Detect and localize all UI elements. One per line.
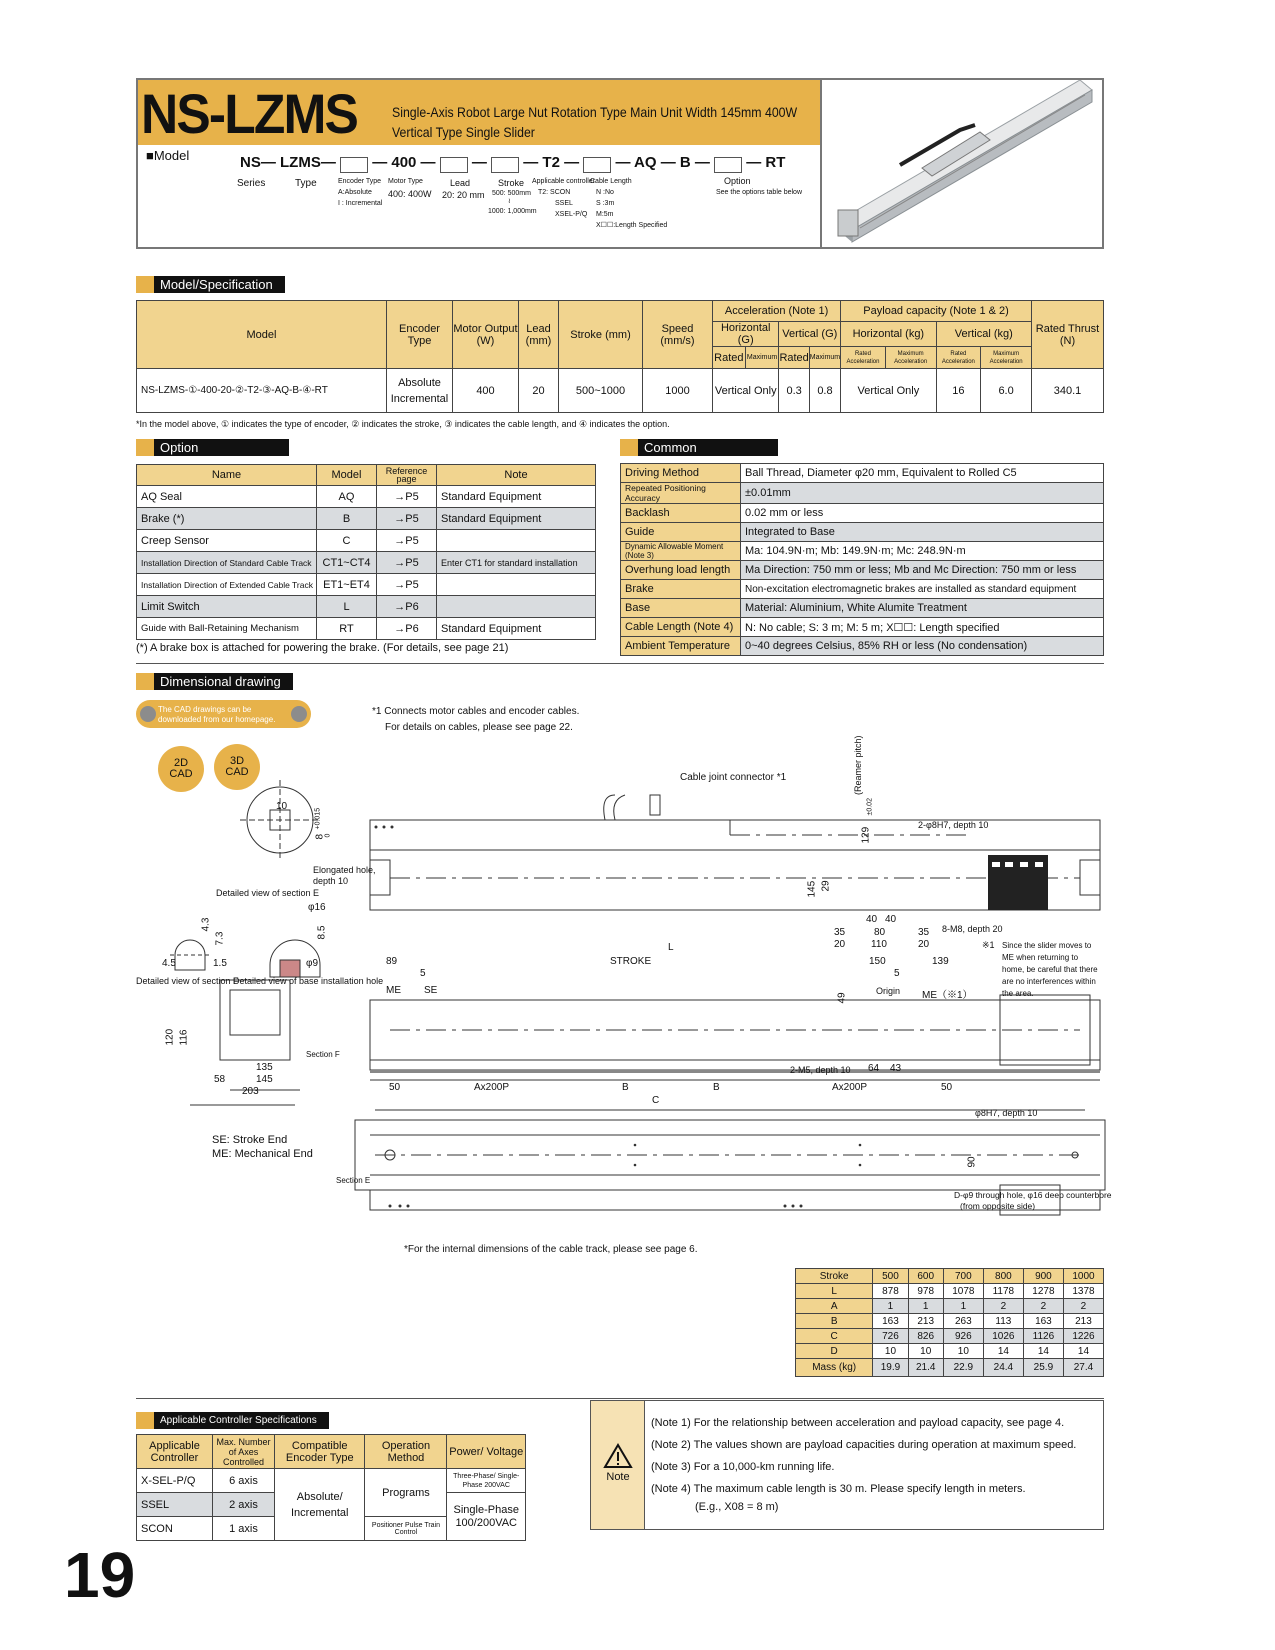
label-d-hole: D-φ9 through hole, φ16 deep counterbore [954, 1190, 1112, 1200]
stroke-cell: 10 [908, 1344, 943, 1359]
ctrl-th: Compatible Encoder Type [275, 1435, 365, 1469]
ctrl-name: X-SEL-P/Q [137, 1469, 213, 1493]
se-legend: SE: Stroke End [212, 1134, 288, 1146]
label-B1: B [622, 1082, 629, 1093]
spec-model: NS-LZMS-①-400-20-②-T2-③-AQ-B-④-RT [137, 369, 387, 413]
label-slider-note: Since the slider moves to ME when returning to home, be careful that there are no interferences within the area. [1002, 941, 1098, 998]
common-spec-table [620, 463, 1104, 656]
option-cell: L [317, 596, 377, 618]
section-rule [136, 663, 1104, 664]
option-cell: B [317, 508, 377, 530]
spec-stroke: 500~1000 [559, 369, 643, 413]
common-value: N: No cable; S: 3 m; M: 5 m; X☐☐: Length specified [741, 618, 1104, 637]
label-L: L [668, 942, 674, 953]
label-B2: B [713, 1082, 720, 1093]
option-th-model: Model [317, 465, 377, 486]
th-speed: Speed (mm/s) [643, 301, 713, 369]
common-label: Ambient Temperature [621, 637, 741, 656]
label-50b: 50 [941, 1082, 953, 1093]
option-cell: →P5 [377, 486, 437, 508]
legend-series: Series [237, 178, 266, 189]
spec-payload-h: Vertical Only [841, 369, 936, 413]
label-43b: 43 [890, 1063, 902, 1074]
th-rated-accel: Rated Acceleration [841, 347, 886, 369]
th-max: Maximum [809, 347, 840, 369]
spec-payload-v-max: 6.0 [981, 369, 1032, 413]
stroke-cell: 1226 [1063, 1329, 1103, 1344]
cable-note-1: *1 Connects motor cables and encoder cables. [372, 706, 580, 717]
stroke-header: 500 [873, 1269, 908, 1284]
stroke-cell: 1278 [1023, 1284, 1063, 1299]
label-5b: 5 [894, 968, 900, 979]
ctrl-th: Applicable Controller [137, 1435, 213, 1469]
stroke-cell: 1 [943, 1299, 983, 1314]
option-th-name: Name [137, 465, 317, 486]
note-item: (Note 2) The values shown are payload capacities during operation at maximum speed. [651, 1439, 1077, 1451]
option-cell [437, 574, 596, 596]
label-d-hole2: (from opposite side) [960, 1201, 1036, 1211]
th-motor: Motor Output (W) [453, 301, 519, 369]
option-cell: Enter CT1 for standard installation [437, 552, 596, 574]
ctrl-th: Power/ Voltage [447, 1435, 526, 1469]
label-129: 129 [860, 826, 872, 844]
option-cell: Brake (*) [137, 508, 317, 530]
common-label: Cable Length (Note 4) [621, 618, 741, 637]
stroke-header: 600 [908, 1269, 943, 1284]
th-vert-g: Vertical (G) [779, 322, 841, 347]
spec-lead: 20 [519, 369, 559, 413]
label-85: 8.5 [316, 925, 328, 940]
th-encoder: Encoder Type [387, 301, 453, 369]
label-64: 64 [868, 1063, 880, 1074]
label-150: 150 [869, 956, 886, 967]
th-max-accel: Maximum Acceleration [885, 347, 936, 369]
option-cell: →P5 [377, 574, 437, 596]
label-phi9: φ9 [306, 958, 319, 969]
label-35a: 35 [834, 927, 846, 938]
common-label: Guide [621, 523, 741, 542]
label-stroke: STROKE [610, 956, 652, 967]
option-table [136, 464, 596, 640]
stroke-cell: 1178 [983, 1284, 1023, 1299]
label-C: C [652, 1095, 660, 1106]
label-120: 120 [164, 1028, 176, 1046]
stroke-cell: 21.4 [908, 1359, 943, 1377]
stroke-cell: 19.9 [873, 1359, 908, 1377]
label-50a: 50 [389, 1082, 401, 1093]
th-vert-kg: Vertical (kg) [936, 322, 1031, 347]
stroke-cell: 926 [943, 1329, 983, 1344]
common-label: Repeated Positioning Accuracy [621, 483, 741, 504]
common-value: ±0.01mm [741, 483, 1104, 504]
label-phi8h7: φ8H7, depth 10 [975, 1108, 1038, 1118]
section-option: Option [136, 439, 289, 456]
model-part: — [471, 154, 487, 171]
cad-download-banner[interactable] [136, 700, 311, 728]
th-horiz-g: Horizontal (G) [713, 322, 779, 347]
label-90: 90 [966, 1156, 978, 1168]
stroke-header: 900 [1023, 1269, 1063, 1284]
ctrl-name: SSEL [137, 1493, 213, 1517]
stroke-cell: 14 [1063, 1344, 1103, 1359]
stroke-cell: 2 [983, 1299, 1023, 1314]
option-cell: Standard Equipment [437, 618, 596, 640]
label-89: 89 [386, 956, 398, 967]
stroke-cell: 25.9 [1023, 1359, 1063, 1377]
label-15: 1.5 [213, 958, 227, 969]
model-code [240, 154, 785, 173]
common-value: Integrated to Base [741, 523, 1104, 542]
option-cell: ET1~ET4 [317, 574, 377, 596]
common-value: 0.02 mm or less [741, 504, 1104, 523]
label-73: 7.3 [214, 931, 226, 946]
stroke-cell: 27.4 [1063, 1359, 1103, 1377]
stroke-rowlabel: A [796, 1299, 873, 1314]
spec-accel-h: Vertical Only [713, 369, 779, 413]
spec-speed: 1000 [643, 369, 713, 413]
label-ax200p-a: Ax200P [474, 1082, 510, 1093]
stroke-cell: 263 [943, 1314, 983, 1329]
th-rated-accel: Rated Acceleration [936, 347, 981, 369]
common-label: Driving Method [621, 464, 741, 483]
note-item: (Note 1) For the relationship between acceleration and payload capacity, see page 4. [651, 1417, 1065, 1429]
legend-encoder: Encoder Type A:Absolute I : Incremental [338, 178, 383, 207]
option-cell: CT1~CT4 [317, 552, 377, 574]
label-20b: 20 [918, 939, 930, 950]
note-icon-panel [591, 1401, 645, 1529]
cable-track-note: *For the internal dimensions of the cable track, please see page 6. [404, 1244, 698, 1255]
th-max: Maximum [745, 347, 779, 369]
product-image [830, 80, 1100, 247]
th-stroke: Stroke (mm) [559, 301, 643, 369]
label-tol2: +0.015 [314, 807, 322, 830]
label-5a: 5 [420, 968, 426, 979]
stroke-cell: 113 [983, 1314, 1023, 1329]
option-cell: AQ [317, 486, 377, 508]
stroke-rowlabel: C [796, 1329, 873, 1344]
label-58: 58 [214, 1074, 226, 1085]
label-145: 145 [806, 880, 818, 898]
label-slider-mark: ※1 [982, 940, 995, 950]
common-value: Material: Aluminium, White Alumite Treatment [741, 599, 1104, 618]
model-part: — RT [746, 154, 786, 171]
common-value: Ball Thread, Diameter φ20 mm, Equivalent to Rolled C5 [741, 464, 1104, 483]
common-label: Backlash [621, 504, 741, 523]
ctrl-power-bottom: Single-Phase 100/200VAC [447, 1493, 526, 1541]
ctrl-axes: 6 axis [213, 1469, 275, 1493]
label-detail-e: Detailed view of section E [216, 888, 320, 898]
ctrl-pulse: Positioner Pulse Train Control [365, 1517, 447, 1541]
label-49: 49 [836, 992, 848, 1004]
legend-lead: Lead 20: 20 mm [442, 178, 485, 200]
label-40a: 40 [866, 914, 878, 925]
stroke-cell: 14 [983, 1344, 1023, 1359]
label-203: 203 [242, 1086, 259, 1097]
stroke-header: 1000 [1063, 1269, 1103, 1284]
model-part: — 400 — [372, 154, 436, 171]
label-ax200p-b: Ax200P [832, 1082, 868, 1093]
model-slot [714, 157, 742, 173]
stroke-cell: 2 [1063, 1299, 1103, 1314]
option-cell: RT [317, 618, 377, 640]
label-10: 10 [276, 801, 288, 812]
cable-note-2: For details on cables, please see page 22. [385, 722, 573, 733]
stroke-header: Stroke [796, 1269, 873, 1284]
common-value: 0~40 degrees Celsius, 85% RH or less (No condensation) [741, 637, 1104, 656]
common-label: Overhung load length [621, 561, 741, 580]
label-origin: Origin [876, 986, 901, 996]
stroke-cell: 163 [873, 1314, 908, 1329]
spec-accel-v-max: 0.8 [809, 369, 840, 413]
label-29: 29 [820, 880, 832, 892]
stroke-cell: 1 [873, 1299, 908, 1314]
th-thrust: Rated Thrust (N) [1032, 301, 1104, 369]
option-cell: Standard Equipment [437, 508, 596, 530]
stroke-cell: 10 [873, 1344, 908, 1359]
note-item: (Note 3) For a 10,000-km running life. [651, 1461, 835, 1473]
stroke-cell: 978 [908, 1284, 943, 1299]
stroke-cell: 2 [1023, 1299, 1063, 1314]
me-legend: ME: Mechanical End [212, 1148, 313, 1160]
cad-3d-button[interactable]: 3D CAD [214, 744, 260, 790]
model-slot [491, 157, 519, 173]
label-2phi8: 2-φ8H7, depth 10 [918, 820, 989, 830]
label-reamer: (Reamer pitch) [853, 735, 863, 795]
stroke-cell: 1026 [983, 1329, 1023, 1344]
label-110: 110 [871, 939, 887, 950]
stroke-cell: 22.9 [943, 1359, 983, 1377]
stroke-rowlabel: L [796, 1284, 873, 1299]
label-tol: ±0.02 [866, 798, 874, 816]
note-item: (E.g., X08 = 8 m) [695, 1501, 779, 1513]
option-cell: →P5 [377, 508, 437, 530]
label-8: 8 [314, 833, 326, 840]
notes-box [590, 1400, 1104, 1530]
ctrl-th: Operation Method [365, 1435, 447, 1469]
ctrl-power-top: Three-Phase/ Single-Phase 200VAC [447, 1469, 526, 1493]
header-subtitle-2: Vertical Type Single Slider [392, 124, 535, 140]
stroke-cell: 1126 [1023, 1329, 1063, 1344]
label-145b: 145 [256, 1074, 273, 1085]
option-cell [437, 530, 596, 552]
section-common-spec: Common [620, 439, 778, 456]
option-cell: →P5 [377, 530, 437, 552]
page-number: 19 [64, 1539, 136, 1611]
option-cell: C [317, 530, 377, 552]
model-slot [583, 157, 611, 173]
label-139: 139 [932, 956, 949, 967]
th-rated: Rated [779, 347, 809, 369]
label-135: 135 [256, 1062, 273, 1073]
stroke-cell: 878 [873, 1284, 908, 1299]
label-detail-base: Detailed view of base installation hole [233, 976, 384, 986]
option-cell: Standard Equipment [437, 486, 596, 508]
label-SE: SE [424, 985, 438, 996]
cad-2d-button[interactable]: 2D CAD [158, 746, 204, 792]
common-label: Base [621, 599, 741, 618]
option-cell: →P5 [377, 552, 437, 574]
label-elong-a: Elongated hole, [313, 865, 376, 875]
legend-cable: Cable Length N :No S :3m M:5m X☐☐:Length Specified [590, 178, 668, 229]
option-cell: Installation Direction of Standard Cable Track [137, 552, 317, 574]
option-cell: →P6 [377, 596, 437, 618]
label-section-e: Section E [336, 1176, 371, 1185]
section-rule-2 [136, 1398, 1104, 1399]
label-me1: ME（※1） [922, 990, 973, 1001]
spec-encoder: Absolute Incremental [387, 369, 453, 413]
stroke-rowlabel: Mass (kg) [796, 1359, 873, 1377]
stroke-header: 700 [943, 1269, 983, 1284]
cad-note-text: The CAD drawings can be downloaded from our homepage. [158, 705, 276, 724]
legend-motor: Motor Type 400: 400W [388, 178, 432, 199]
option-cell: AQ Seal [137, 486, 317, 508]
stroke-cell: 726 [873, 1329, 908, 1344]
spec-motor: 400 [453, 369, 519, 413]
ctrl-th: Max. Number of Axes Controlled [213, 1435, 275, 1469]
stroke-rowlabel: D [796, 1344, 873, 1359]
label-detail-f: Detailed view of section F [136, 976, 239, 986]
th-rated: Rated [713, 347, 746, 369]
option-cell: →P6 [377, 618, 437, 640]
legend-option: Option See the options table below [716, 176, 803, 196]
stroke-table [795, 1268, 1104, 1377]
th-model: Model [137, 301, 387, 369]
th-horiz-kg: Horizontal (kg) [841, 322, 936, 347]
model-slot [440, 157, 468, 173]
model-slot [340, 157, 368, 173]
page-title: NS-LZMS [141, 82, 358, 145]
ctrl-axes: 1 axis [213, 1517, 275, 1541]
model-spec-table [136, 300, 1104, 413]
common-value: Ma: 104.9N·m; Mb: 149.9N·m; Mc: 248.9N·m [741, 542, 1104, 561]
label-43: 4.3 [200, 917, 212, 932]
stroke-cell: 14 [1023, 1344, 1063, 1359]
label-tol3: 0 [324, 833, 332, 838]
legend-stroke: Stroke 500: 500mm ≀ 1000: 1,000mm [488, 178, 537, 215]
th-accel: Acceleration (Note 1) [713, 301, 841, 322]
common-value: Ma Direction: 750 mm or less; Mb and Mc Direction: 750 mm or less [741, 561, 1104, 580]
option-cell: Guide with Ball-Retaining Mechanism [137, 618, 317, 640]
stroke-rowlabel: B [796, 1314, 873, 1329]
label-phi16: φ16 [308, 902, 326, 913]
header-subtitle-1: Single-Axis Robot Large Nut Rotation Type Main Unit Width 145mm 400W [392, 104, 798, 120]
stroke-cell: 826 [908, 1329, 943, 1344]
spec-thrust: 340.1 [1032, 369, 1104, 413]
label-ME: ME [386, 985, 401, 996]
common-label: Dynamic Allowable Moment (Note 3) [621, 542, 741, 561]
stroke-cell: 1078 [943, 1284, 983, 1299]
stroke-cell: 24.4 [983, 1359, 1023, 1377]
spec-payload-v-rated: 16 [936, 369, 981, 413]
cad-dot-left [140, 706, 156, 722]
common-value: Non-excitation electromagnetic brakes are installed as standard equipment [741, 580, 1104, 599]
stroke-cell: 163 [1023, 1314, 1063, 1329]
label-116: 116 [178, 1029, 190, 1046]
option-th-ref: Reference page [377, 465, 437, 486]
label-cable-joint: Cable joint connector *1 [680, 772, 787, 783]
cad-dot-right [291, 706, 307, 722]
model-part: — T2 — [523, 154, 580, 171]
spec-accel-v-rated: 0.3 [779, 369, 809, 413]
ctrl-axes: 2 axis [213, 1493, 275, 1517]
model-label: ■Model [146, 148, 190, 163]
model-spec-footnote: *In the model above, ① indicates the type of encoder, ② indicates the stroke, ③ indicates the cable length, and ④ indicates the option. [136, 419, 670, 429]
th-max-accel: Maximum Acceleration [981, 347, 1032, 369]
section-controller: Applicable Controller Specifications [136, 1412, 329, 1429]
label-20a: 20 [834, 939, 846, 950]
note-item: (Note 4) The maximum cable length is 30 m. Please specify length in meters. [651, 1483, 1026, 1495]
label-40b: 40 [885, 914, 897, 925]
legend-controller: Applicable controller T2: SCON SSEL XSEL-P/Q [532, 178, 596, 218]
stroke-header: 800 [983, 1269, 1023, 1284]
ctrl-programs: Programs [365, 1469, 447, 1517]
th-lead: Lead (mm) [519, 301, 559, 369]
header-divider [820, 78, 822, 249]
common-label: Brake [621, 580, 741, 599]
label-45: 4.5 [162, 958, 176, 969]
legend-type: Type [295, 178, 317, 189]
th-payload: Payload capacity (Note 1 & 2) [841, 301, 1032, 322]
stroke-cell: 1378 [1063, 1284, 1103, 1299]
model-part: LZMS— [280, 154, 336, 171]
warning-icon [603, 1443, 633, 1469]
section-model-spec: Model/Specification [136, 276, 285, 293]
stroke-cell: 213 [1063, 1314, 1103, 1329]
label-80: 80 [874, 927, 886, 938]
stroke-cell: 1 [908, 1299, 943, 1314]
option-cell [437, 596, 596, 618]
controller-table [136, 1434, 526, 1541]
label-elong-b: depth 10 [313, 876, 349, 886]
label-section-f: Section F [306, 1050, 340, 1059]
stroke-cell: 213 [908, 1314, 943, 1329]
label-35b: 35 [918, 927, 930, 938]
ctrl-name: SCON [137, 1517, 213, 1541]
option-footnote: (*) A brake box is attached for powering the brake. (For details, see page 21) [136, 642, 509, 654]
ctrl-encoder: Absolute/ Incremental [275, 1469, 365, 1541]
stroke-cell: 10 [943, 1344, 983, 1359]
note-label: Note [606, 1471, 630, 1483]
option-cell: Limit Switch [137, 596, 317, 618]
model-part: NS— [240, 154, 276, 171]
model-part: — AQ — B — [615, 154, 710, 171]
label-8m8: 8-M8, depth 20 [942, 924, 1003, 934]
option-th-note: Note [437, 465, 596, 486]
section-dimensional: Dimensional drawing [136, 673, 293, 690]
option-cell: Installation Direction of Extended Cable Track [137, 574, 317, 596]
label-m5: 2-M5, depth 10 [790, 1065, 851, 1075]
option-cell: Creep Sensor [137, 530, 317, 552]
